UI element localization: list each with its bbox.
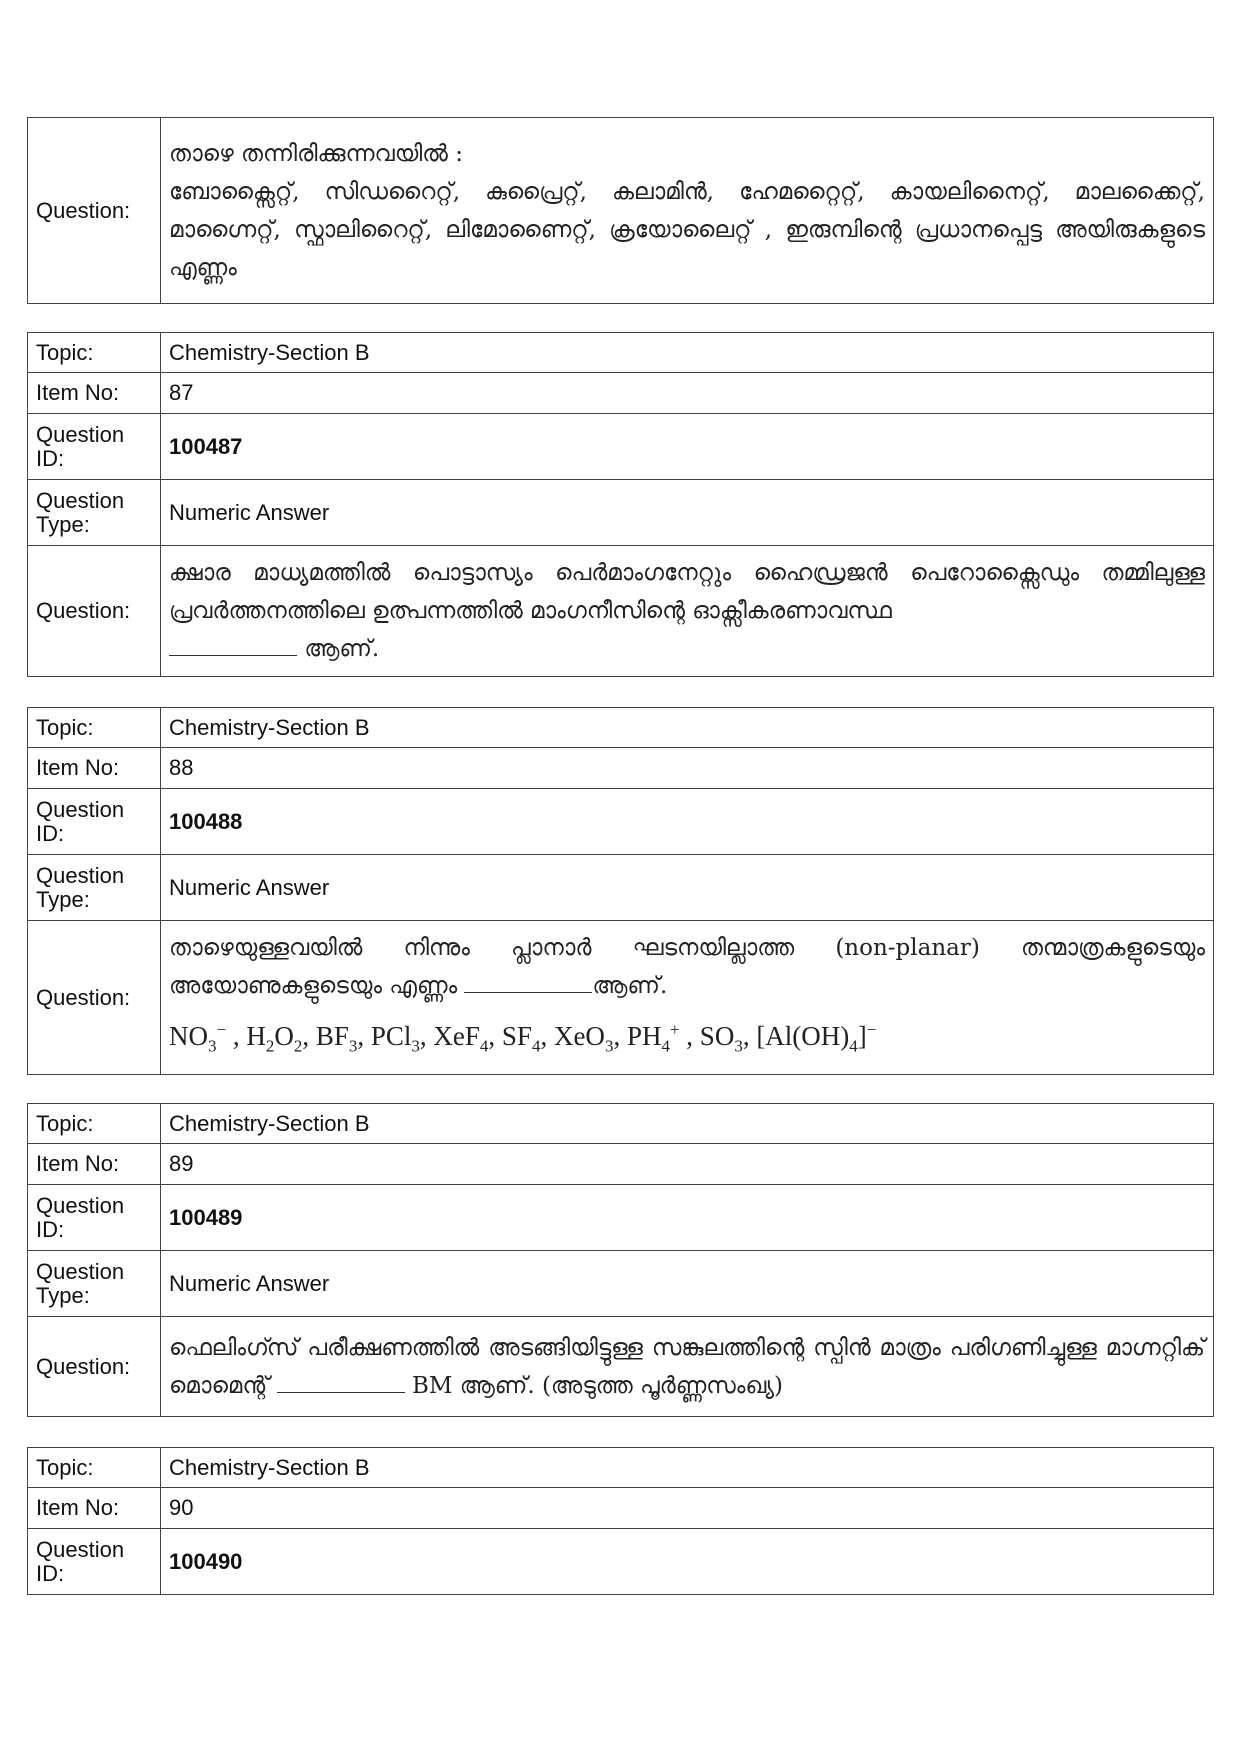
- question-body: ബോക്സൈറ്റ്, സിഡറൈറ്റ്, കുപ്രൈറ്റ്, കലാമിൻ, ഹേമറ്റൈറ്റ്, കായലിനൈറ്റ്, മാലക്കൈറ്റ്, മാഗ്നൈറ്റ്, സ്ഫാലിറൈറ്റ്, ലിമോണൈറ്റ്, ക്രയോലൈറ്റ് , ഇരുമ്പിന്റെ പ്രധാനപ്പെട്ട അയിരുകളുടെ എണ്ണം: [169, 178, 1205, 281]
- question-id-label: Question ID:: [28, 414, 161, 480]
- question-text-before: ഫെലിംഗ്സ് പരീക്ഷണത്തിൽ അടങ്ങിയിട്ടുള്ള സങ്കുലത്തിന്റെ സ്പിൻ മാത്രം പരിഗണിച്ചുള്ള മാഗ്നറ്റിക് മൊമെന്റ്: [169, 1334, 1205, 1399]
- question-text-after: BM ആണ്. (അടുത്ത പൂർണ്ണസംഖ്യ): [412, 1372, 784, 1399]
- question-type-value: Numeric Answer: [161, 480, 1214, 546]
- question-text: [161, 921, 1214, 1075]
- topic-label: Topic:: [28, 1104, 161, 1144]
- chemical-species-list: $NO_3^-$ , $H_2O_2$, $BF_3$, PCl$_3$, XeF$_4$, $SF_4$, XeO$_3$, $PH_4^+$ , $SO_3$, $[Al(OH)_4]^-$: [169, 1020, 877, 1056]
- question-text: [161, 546, 1214, 677]
- question-id-label: Question ID:: [28, 789, 161, 855]
- item-no-label: Item No:: [28, 1488, 161, 1529]
- topic-label: Topic:: [28, 1448, 161, 1488]
- item-no-value: 90: [161, 1488, 1214, 1529]
- question-id-label: Question ID:: [28, 1185, 161, 1251]
- topic-value: Chemistry-Section B: [161, 708, 1214, 748]
- question-id-value: 100489: [161, 1185, 1214, 1251]
- question-type-label: Question Type:: [28, 1251, 161, 1317]
- item-no-value: 87: [161, 373, 1214, 414]
- question-id-value: 100488: [161, 789, 1214, 855]
- question-text-after: ആണ്.: [304, 636, 380, 662]
- question-text: [161, 1317, 1214, 1417]
- question-block-90: [27, 1447, 1214, 1595]
- answer-blank: [464, 972, 592, 993]
- question-label: Question:: [28, 1317, 161, 1417]
- question-id-value: 100487: [161, 414, 1214, 480]
- question-block-89: [27, 1103, 1214, 1417]
- topic-value: Chemistry-Section B: [161, 1448, 1214, 1488]
- question-label: Question:: [28, 921, 161, 1075]
- question-text: [161, 118, 1214, 304]
- topic-label: Topic:: [28, 333, 161, 373]
- question-type-value: Numeric Answer: [161, 855, 1214, 921]
- question-text-before: ക്ഷാര മാധ്യമത്തിൽ പൊട്ടാസ്യം പെർമാംഗനേറ്റും ഹൈഡ്രജൻ പെറോക്സൈഡും തമ്മിലുള്ള പ്രവർത്തനത്തിലെ ഉത്പന്നത്തിൽ മാംഗനീസിന്റെ ഓക്സീകരണാവസ്ഥ: [169, 560, 1205, 624]
- question-text-before: താഴെയുള്ളവയിൽ നിന്നും പ്ലാനാർ ഘടനയില്ലാത്ത (non-planar) തന്മാത്രകളുടെയും അയോണുകളുടെയും എണ്ണം: [169, 935, 1205, 1000]
- question-block-88: [27, 707, 1214, 1075]
- question-label: Question:: [28, 118, 161, 304]
- question-label: Question:: [28, 546, 161, 677]
- item-no-value: 88: [161, 748, 1214, 789]
- question-id-label: Question ID:: [28, 1529, 161, 1595]
- question-type-value: Numeric Answer: [161, 1251, 1214, 1317]
- question-block-87: [27, 332, 1214, 677]
- item-no-label: Item No:: [28, 748, 161, 789]
- topic-value: Chemistry-Section B: [161, 333, 1214, 373]
- topic-value: Chemistry-Section B: [161, 1104, 1214, 1144]
- question-id-value: 100490: [161, 1529, 1214, 1595]
- item-no-value: 89: [161, 1144, 1214, 1185]
- item-no-label: Item No:: [28, 1144, 161, 1185]
- topic-label: Topic:: [28, 708, 161, 748]
- question-text-after: ആണ്.: [592, 973, 668, 1000]
- question-type-label: Question Type:: [28, 480, 161, 546]
- answer-blank: [169, 635, 297, 656]
- question-type-label: Question Type:: [28, 855, 161, 921]
- question-intro: താഴെ തന്നിരിക്കുന്നവയിൽ :: [169, 140, 463, 167]
- item-no-label: Item No:: [28, 373, 161, 414]
- question-block-86: [27, 117, 1214, 304]
- answer-blank: [277, 1372, 405, 1393]
